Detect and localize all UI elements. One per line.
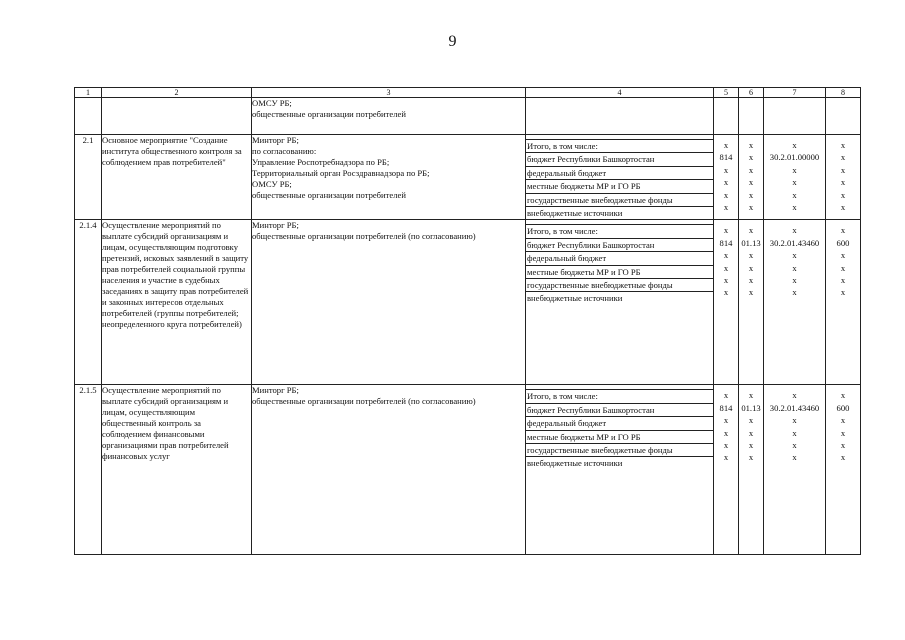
code-value: х [840,201,846,212]
code-column-7 [764,135,826,220]
funding-source-label: Итого, в том числе: [526,390,713,403]
activity-name: Основное мероприятие "Создание института общественного контроля за соблюдением прав потребителей" [102,135,252,220]
code-value: х [792,250,797,261]
code-value: 30.2.01.43460 [769,402,820,413]
header-row [75,88,861,98]
funding-source-label: местные бюджеты МР и ГО РБ [526,180,713,193]
code-value: х [723,164,729,175]
continuation-executors: ОМСУ РБ; общественные организации потребителей [252,98,526,135]
code-value: х [792,427,797,438]
code-value: х [840,287,846,298]
code-value: х [748,164,754,175]
code-value: х [840,164,846,175]
funding-source-label: государственные внебюджетные фонды [526,194,713,207]
funding-source-label: федеральный бюджет [526,417,713,430]
code-value: х [840,189,846,200]
code-value: х [723,439,729,450]
header-col-8: 8 [826,88,861,98]
code-column-5 [714,385,739,555]
code-value: х [840,152,846,163]
executor-line: по согласованию: [252,145,317,156]
code-column-6 [739,385,764,555]
code-value: х [748,225,754,236]
code-value: 814 [719,237,733,248]
funding-source-label: федеральный бюджет [526,167,713,180]
code-value: х [840,250,846,261]
code-value: х [840,390,846,401]
executor-line: Территориальный орган Росздравнадзора по РБ; [252,167,430,178]
funding-source-label: бюджет Республики Башкортостан [526,404,713,417]
code-value: х [748,415,754,426]
code-value: х [840,140,846,150]
funding-source-label: государственные внебюджетные фонды [526,444,713,457]
header-col-3: 3 [252,88,526,98]
funding-source-label: государственные внебюджетные фонды [526,279,713,292]
code-value: 30.2.01.00000 [769,152,820,163]
code-value: х [723,262,729,273]
code-value: х [723,390,729,401]
code-value: 01.13 [741,402,761,413]
code-value: х [748,152,754,163]
code-value: х [748,390,754,401]
code-value: х [723,201,729,212]
code-value: х [748,452,754,463]
code-value: х [792,390,797,401]
executor-line: Минторг РБ; [252,385,299,396]
code-value: х [723,427,729,438]
executor-line: общественные организации потребителей (по согласованию) [252,231,476,242]
code-value: х [792,201,797,212]
code-value: х [792,225,797,236]
table-row [75,385,861,555]
code-value: х [748,189,754,200]
executors [252,220,526,385]
code-value: х [748,250,754,261]
row-number: 2.1.4 [75,220,102,385]
table-row [75,135,861,220]
code-value: х [723,287,729,298]
code-value: х [840,225,846,236]
activity-name: Осуществление мероприятий по выплате субсидий организациям и лицам, осуществляющим подготовку претензий, исковых заявлений в защиту прав потребителей социальной группы населения и участие в судебных заседаниях в защиту прав потребителей и законных интересов отдельных потребителей (группы потребителей; неопределенного круга потребителей) [102,220,252,385]
code-value: х [723,274,729,285]
code-column-6 [739,220,764,385]
code-value: х [840,439,846,450]
code-value: х [840,427,846,438]
code-value: х [792,164,797,175]
funding-source-label: внебюджетные источники [527,458,623,469]
executor-line: общественные организации потребителей [252,189,406,200]
code-value: х [792,287,797,298]
code-value: х [723,452,729,463]
executors [252,135,526,220]
code-value: х [748,177,754,188]
funding-source-label: внебюджетные источники [527,293,623,304]
code-value: х [748,201,754,212]
funding-source-label: Итого, в том числе: [526,225,713,238]
code-value: 600 [836,402,850,413]
code-value: х [840,262,846,273]
code-column-5 [714,135,739,220]
code-value: х [748,427,754,438]
activity-name: Осуществление мероприятий по выплате субсидий организациям и лицам, осуществляющим общественный контроль за соблюдением финансовыми организациями прав потребителей финансовых услуг [102,385,252,555]
funding-sources [526,220,714,385]
code-value: х [792,415,797,426]
code-value: х [723,415,729,426]
code-column-8 [826,135,861,220]
code-value: 600 [836,237,850,248]
code-value: х [748,262,754,273]
row-number: 2.1 [75,135,102,220]
funding-source-label: бюджет Республики Башкортостан [526,153,713,166]
code-value: 814 [719,152,733,163]
funding-source-label: Итого, в том числе: [526,140,713,153]
code-value: х [723,189,729,200]
table-row [75,220,861,385]
code-value: х [792,439,797,450]
executor-line: Управление Роспотребнадзора по РБ; [252,156,390,167]
header-col-7: 7 [764,88,826,98]
executors [252,385,526,555]
program-table [74,87,861,555]
code-value: х [748,274,754,285]
code-value: х [840,452,846,463]
code-column-8 [826,385,861,555]
row-number: 2.1.5 [75,385,102,555]
code-value: 814 [719,402,733,413]
executor-line: Минторг РБ; [252,220,299,231]
funding-source-label: федеральный бюджет [526,252,713,265]
header-col-1: 1 [75,88,102,98]
code-value: х [748,287,754,298]
code-value: 30.2.01.43460 [769,237,820,248]
code-value: х [723,225,729,236]
page-number: 9 [448,33,457,50]
executor-line: ОМСУ РБ; [252,178,292,189]
continuation-row [75,98,861,135]
code-column-6 [739,135,764,220]
code-column-7 [764,220,826,385]
code-value: х [748,439,754,450]
code-value: х [792,177,797,188]
executor-line: Минторг РБ; [252,135,299,145]
code-value: х [792,452,797,463]
code-value: х [840,415,846,426]
code-value: х [723,140,729,150]
funding-source-label: бюджет Республики Башкортостан [526,239,713,252]
code-value: х [792,140,797,150]
code-value: 01.13 [741,237,761,248]
code-value: х [723,250,729,261]
code-value: х [840,274,846,285]
code-value: х [792,262,797,273]
code-value: х [723,177,729,188]
code-value: х [840,177,846,188]
funding-sources [526,385,714,555]
funding-source-label: местные бюджеты МР и ГО РБ [526,266,713,279]
code-value: х [748,140,754,150]
code-column-5 [714,220,739,385]
code-column-7 [764,385,826,555]
code-value: х [792,274,797,285]
code-column-8 [826,220,861,385]
funding-sources [526,135,714,220]
header-col-2: 2 [102,88,252,98]
header-col-6: 6 [739,88,764,98]
header-col-5: 5 [714,88,739,98]
executor-line: общественные организации потребителей (по согласованию) [252,396,476,407]
code-value: х [792,189,797,200]
header-col-4: 4 [526,88,714,98]
funding-source-label: местные бюджеты МР и ГО РБ [526,431,713,444]
funding-source-label: внебюджетные источники [527,207,623,218]
